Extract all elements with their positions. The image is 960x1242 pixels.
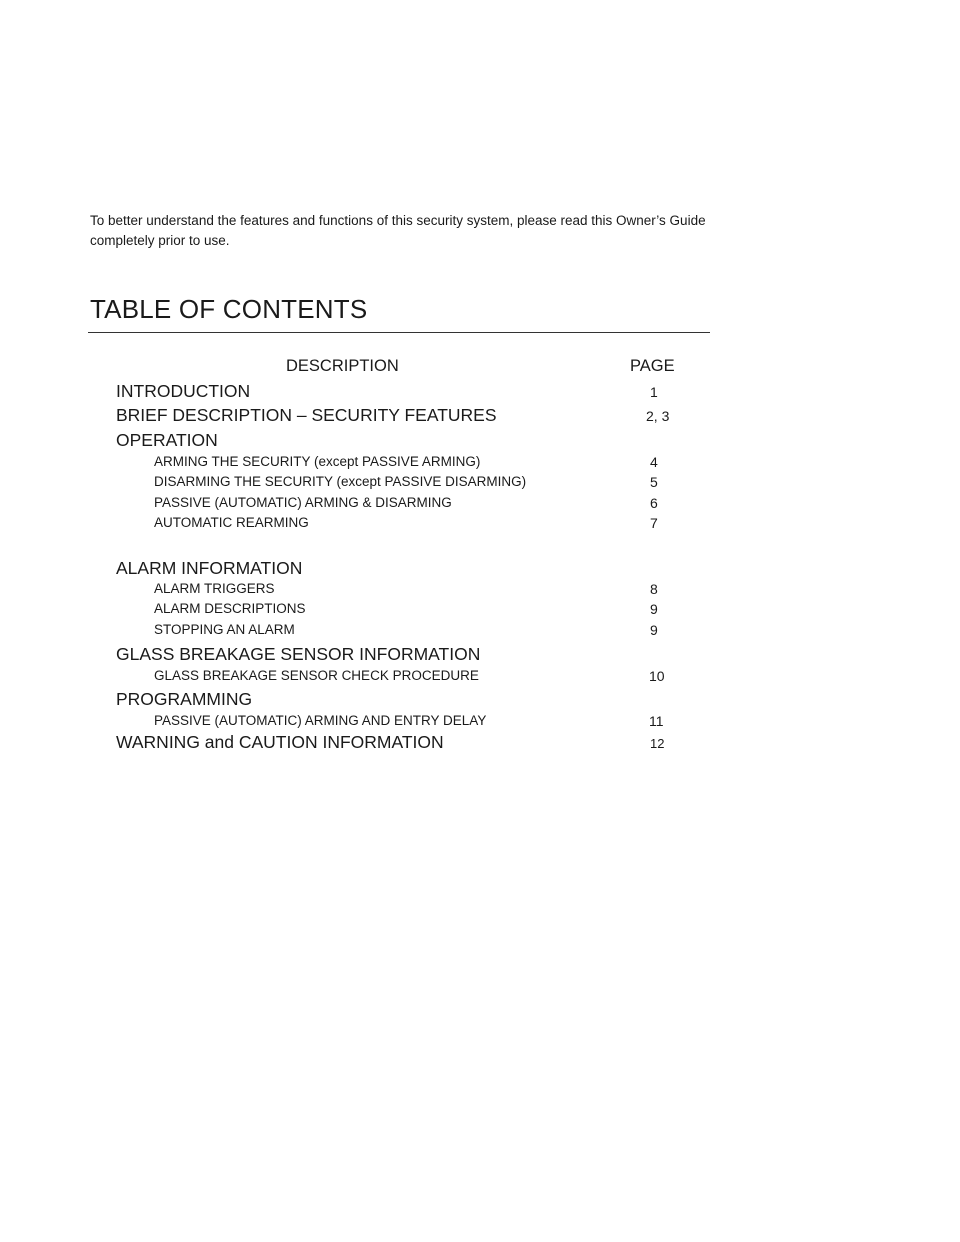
toc-entry-label: OPERATION <box>116 430 218 450</box>
toc-entry-label: ALARM DESCRIPTIONS <box>154 601 306 616</box>
toc-entry-page: 8 <box>650 581 658 597</box>
intro-paragraph: To better understand the features and functions of this security system, please read this Owner’s Guide completely prior to use. <box>90 213 706 248</box>
toc-entry-page: 11 <box>649 713 664 729</box>
toc-entry-page: 5 <box>650 474 658 490</box>
toc-entry-label: STOPPING AN ALARM <box>154 622 295 637</box>
toc-entry-page: 2, 3 <box>646 408 670 424</box>
page-column-header: PAGE <box>630 357 675 375</box>
toc-entry-label: WARNING and CAUTION INFORMATION <box>116 732 444 752</box>
toc-entry-label: PASSIVE (AUTOMATIC) ARMING & DISARMING <box>154 495 452 510</box>
title-divider <box>88 332 710 333</box>
toc-entry-label: PROGRAMMING <box>116 689 253 709</box>
toc-entry-label: ARMING THE SECURITY (except PASSIVE ARMING) <box>154 454 481 469</box>
toc-entry-page: 12 <box>650 736 665 751</box>
toc-entry-page: 6 <box>650 495 658 511</box>
toc-entry-label: GLASS BREAKAGE SENSOR INFORMATION <box>116 644 481 664</box>
toc-entry-page: 1 <box>650 384 658 400</box>
toc-entry-page: 9 <box>650 622 658 638</box>
toc-entry-label: ALARM INFORMATION <box>116 558 303 578</box>
toc-entry-label: GLASS BREAKAGE SENSOR CHECK PROCEDURE <box>154 668 479 683</box>
toc-entry-label: BRIEF DESCRIPTION – SECURITY FEATURES <box>116 405 497 425</box>
toc-entry-label: ALARM TRIGGERS <box>154 581 275 596</box>
toc-entry-page: 7 <box>650 515 658 531</box>
toc-entry-label: INTRODUCTION <box>116 381 251 401</box>
toc-title: TABLE OF CONTENTS <box>90 294 368 324</box>
toc-entry-page: 10 <box>649 668 665 684</box>
toc-entry-label: AUTOMATIC REARMING <box>154 515 309 530</box>
toc-entry-page: 9 <box>650 601 658 617</box>
toc-entry-label: PASSIVE (AUTOMATIC) ARMING AND ENTRY DELAY <box>154 713 487 728</box>
toc-entry-label: DISARMING THE SECURITY (except PASSIVE DISARMING) <box>154 474 527 489</box>
toc-entry-page: 4 <box>650 454 658 470</box>
description-column-header: DESCRIPTION <box>286 357 399 375</box>
